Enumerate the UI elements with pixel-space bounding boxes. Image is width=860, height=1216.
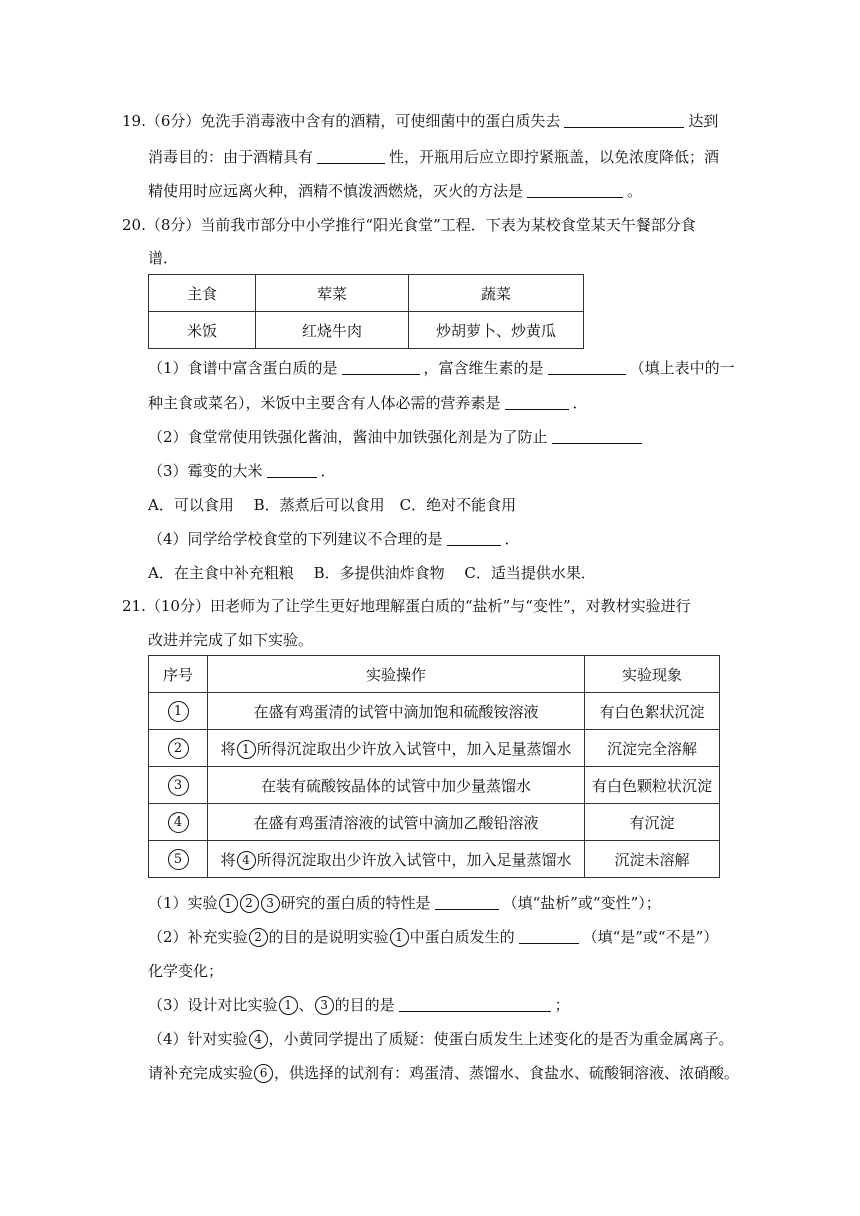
table-cell — [149, 767, 208, 804]
circled-number: 1 — [237, 740, 256, 759]
q21-text: （填“是”或“不是”） — [582, 928, 719, 946]
q21-part4-line2 — [148, 1062, 739, 1084]
table-cell — [149, 693, 208, 730]
q20-line2: 谱． — [148, 249, 179, 267]
table-header-cell: 荤菜 — [256, 275, 409, 312]
table-cell — [208, 730, 585, 767]
q21-part3 — [148, 994, 570, 1016]
table-cell — [208, 841, 585, 878]
q20-text: （4）同学给学校食堂的下列建议不合理的是 — [148, 530, 443, 548]
circled-number: 2 — [168, 738, 189, 759]
table-row — [149, 767, 720, 804]
q21-text: ，供选择的试剂有：鸡蛋清、蒸馏水、食盐水、硫酸铜溶液、浓硝酸。 — [274, 1064, 740, 1082]
q21-line1: 21.（10分）田老师为了让学生更好地理解蛋白质的“盐析”与“变性”，对教材实验进行 — [122, 597, 691, 615]
circled-number: 5 — [168, 849, 189, 870]
q20-part2 — [148, 426, 646, 448]
q20-text: ． — [572, 394, 588, 412]
q20-part3 — [148, 460, 336, 482]
table-cell — [149, 730, 208, 767]
answer-blank[interactable] — [317, 149, 385, 164]
q21-text: （1）实验 — [148, 894, 218, 912]
answer-blank[interactable] — [267, 463, 317, 478]
q20-part4 — [148, 528, 520, 550]
q21-text: ，小黄同学提出了质疑：使蛋白质发生上述变化的是否为重金属离子。 — [268, 1030, 734, 1048]
answer-blank[interactable] — [505, 395, 569, 410]
answer-blank[interactable] — [435, 895, 499, 910]
q19-line2 — [148, 146, 719, 168]
circled-number: 2 — [249, 928, 268, 947]
table-cell — [208, 804, 585, 841]
circled-number: 3 — [168, 775, 189, 796]
table-cell: 沉淀未溶解 — [585, 841, 720, 878]
cell-text: 在装有硫酸铵晶体的试管中加少量蒸馏水 — [260, 776, 531, 795]
circled-number: 4 — [168, 812, 189, 833]
q19-text: 达到 — [688, 112, 719, 130]
circled-number: 4 — [237, 851, 256, 870]
table-row — [149, 841, 720, 878]
q20-text: （填上表中的一 — [629, 359, 735, 377]
q20-part4-options: A．在主食中补充粗粮 B．多提供油炸食物 C．适当提供水果． — [148, 564, 596, 582]
cell-text: 将 — [220, 739, 236, 758]
answer-blank[interactable] — [399, 997, 551, 1012]
cell-text: 在盛有鸡蛋清溶液的试管中滴加乙酸铅溶液 — [253, 813, 539, 832]
q21-text: 请补充完成实验 — [148, 1064, 254, 1082]
q20-part1-line2 — [148, 392, 588, 414]
cell-text: 所得沉淀取出少许放入试管中，加入足量蒸馏水 — [256, 739, 572, 758]
q20-text: ，富含维生素的是 — [423, 359, 544, 377]
q21-part2-line1 — [148, 926, 718, 948]
table-header-cell: 蔬菜 — [409, 275, 584, 312]
q20-line1: 20.（8分）当前我市部分中小学推行“阳光食堂”工程．下表为某校食堂某天午餐部分食 — [122, 216, 696, 234]
q20-text: ． — [504, 530, 520, 548]
answer-blank[interactable] — [447, 531, 501, 546]
table-cell: 有沉淀 — [585, 804, 720, 841]
answer-blank[interactable] — [548, 360, 626, 375]
q21-text: （填“盐析”或“变性”）； — [502, 894, 661, 912]
q21-text: （3）设计对比实验 — [148, 996, 278, 1014]
q19-text: 19.（6分）免洗手消毒液中含有的酒精，可使细菌中的蛋白质失去 — [122, 112, 561, 130]
q21-text: 的目的是 — [334, 996, 395, 1014]
q21-part4-line1 — [148, 1028, 734, 1050]
q19-text: 。 — [627, 182, 643, 200]
table-cell: 有白色颗粒状沉淀 — [585, 767, 720, 804]
q20-part3-options: A．可以食用 B．蒸煮后可以食用 C．绝对不能食用 — [148, 496, 517, 514]
circled-number: 3 — [261, 894, 280, 913]
circled-number: 2 — [240, 894, 259, 913]
answer-blank[interactable] — [519, 929, 579, 944]
q21-text: 的目的是说明实验 — [268, 928, 389, 946]
q21-text: 、 — [298, 996, 314, 1014]
circled-number: 1 — [168, 701, 189, 722]
table-row — [149, 693, 720, 730]
cell-text: 在盛有鸡蛋清的试管中滴加饱和硫酸铵溶液 — [253, 702, 539, 721]
table-header-row — [149, 275, 584, 312]
q21-part1 — [148, 892, 661, 914]
table-cell: 炒胡萝卜、炒黄瓜 — [409, 312, 584, 349]
circled-number: 3 — [315, 996, 334, 1015]
answer-blank[interactable] — [527, 183, 623, 198]
q21-text: 研究的蛋白质的特性是 — [280, 894, 431, 912]
table-cell: 红烧牛肉 — [256, 312, 409, 349]
answer-blank[interactable] — [342, 360, 420, 375]
q21-text: ； — [554, 996, 570, 1014]
cell-text: 所得沉淀取出少许放入试管中，加入足量蒸馏水 — [256, 850, 572, 869]
table-cell: 沉淀完全溶解 — [585, 730, 720, 767]
experiment-table — [148, 655, 720, 878]
menu-table — [148, 274, 584, 349]
cell-text: 将 — [220, 850, 236, 869]
q19-line3 — [148, 180, 642, 202]
table-row — [149, 312, 584, 349]
table-cell — [149, 841, 208, 878]
table-header-cell: 序号 — [149, 656, 208, 693]
q21-line2: 改进并完成了如下实验。 — [148, 631, 314, 649]
table-cell — [208, 693, 585, 730]
answer-blank[interactable] — [564, 113, 684, 128]
q20-text: 种主食或菜名），米饭中主要含有人体必需的营养素是 — [148, 394, 501, 412]
q21-part2-line2: 化学变化； — [148, 962, 224, 980]
q21-text: （2）补充实验 — [148, 928, 248, 946]
q19-text: 精使用时应远离火种，酒精不慎泼洒燃烧，灭火的方法是 — [148, 182, 524, 200]
q19-line1 — [122, 110, 718, 132]
q20-part1-line1 — [148, 357, 735, 379]
table-header-cell: 主食 — [149, 275, 256, 312]
table-cell — [208, 767, 585, 804]
table-header-cell: 实验操作 — [208, 656, 585, 693]
circled-number: 1 — [390, 928, 409, 947]
q19-text: 性，开瓶用后应立即拧紧瓶盖，以免浓度降低；酒 — [389, 148, 720, 166]
table-header-row — [149, 656, 720, 693]
q19-text: 消毒目的：由于酒精具有 — [148, 148, 314, 166]
q20-text: ． — [320, 462, 336, 480]
circled-number: 6 — [254, 1064, 273, 1083]
table-row — [149, 730, 720, 767]
table-row — [149, 804, 720, 841]
circled-number: 1 — [279, 996, 298, 1015]
circled-number: 1 — [219, 894, 238, 913]
q20-text: （2）食堂常使用铁强化酱油，酱油中加铁强化剂是为了防止 — [148, 428, 548, 446]
table-header-cell: 实验现象 — [585, 656, 720, 693]
table-cell: 米饭 — [149, 312, 256, 349]
q20-text: （1）食谱中富含蛋白质的是 — [148, 359, 338, 377]
circled-number: 4 — [249, 1030, 268, 1049]
table-cell — [149, 804, 208, 841]
table-cell: 有白色絮状沉淀 — [585, 693, 720, 730]
q21-text: 中蛋白质发生的 — [409, 928, 515, 946]
q20-text: （3）霉变的大米 — [148, 462, 263, 480]
answer-blank[interactable] — [552, 429, 642, 444]
q21-text: （4）针对实验 — [148, 1030, 248, 1048]
